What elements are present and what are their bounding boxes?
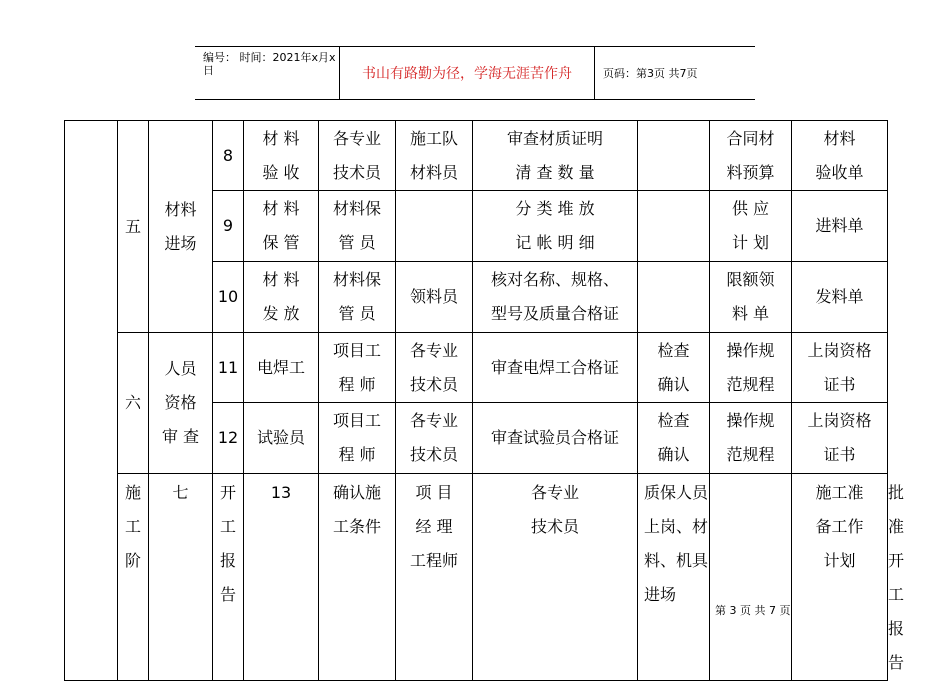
- cell-check: [638, 333, 710, 403]
- cell-line: 经 理: [415, 517, 453, 536]
- cell-line: 证书: [823, 445, 856, 464]
- group-num: 七: [149, 474, 213, 681]
- cell-content: [473, 191, 638, 262]
- cell-line: 检查: [657, 411, 690, 430]
- table-row: 施 工 阶 七 开工 报告 13 确认施 工条件 项 目 经 理 工程师 各专业 技术员 质保人员上岗、材 料、机具进场 施工准 备工作 计划 批 准 开 工 报 告: [65, 474, 888, 681]
- cell-content: [473, 121, 638, 191]
- cell-part: [396, 121, 473, 191]
- cell-line: 操作规: [726, 411, 775, 430]
- cell-item: [244, 403, 319, 474]
- cell-line: 供 应: [731, 199, 770, 218]
- cell-item: [244, 191, 319, 262]
- cell-line: 各专业: [530, 483, 579, 502]
- inspection-table: [64, 120, 905, 681]
- id-label: 编号：: [203, 51, 236, 64]
- cell-line: 程 师: [338, 445, 376, 464]
- cell-line: 项目工: [332, 411, 381, 430]
- cell-line: 审查试验员合格证: [490, 428, 619, 447]
- cell-line: 确认施: [332, 483, 381, 502]
- cell-check: [638, 262, 710, 333]
- cell-line: 范规程: [726, 374, 775, 394]
- cell-line: 清 查 数 量: [515, 162, 595, 182]
- page-header: [195, 46, 755, 100]
- cell-line: 技术员: [409, 374, 458, 394]
- cell-line: 程 师: [338, 374, 376, 394]
- cell-record: [792, 191, 888, 262]
- cell-part: [396, 191, 473, 262]
- cell-check: [638, 191, 710, 262]
- cell-line: 分 类 堆 放: [515, 199, 595, 218]
- cell-resp: [319, 191, 396, 262]
- cell-basis: [710, 333, 792, 403]
- cell-line: 施工队: [409, 128, 458, 148]
- group-num: 六: [118, 333, 149, 474]
- cell-content: [473, 403, 638, 474]
- cell-record: [792, 121, 888, 191]
- cell-line: 试验员: [256, 428, 305, 447]
- cell-line: 管 员: [338, 233, 376, 252]
- cell-part: [396, 403, 473, 474]
- cell-line: 审查材质证明: [506, 128, 603, 148]
- group-num: 五: [118, 121, 149, 333]
- cell-line: 项 目: [415, 483, 453, 502]
- cell-content: [473, 262, 638, 333]
- cell-line: 确认: [657, 374, 690, 394]
- cell-line: 管 员: [338, 304, 376, 323]
- cell-resp: [319, 121, 396, 191]
- stage-cell: 施 工 阶: [118, 474, 149, 681]
- cell-line: 发 放: [262, 304, 300, 323]
- cell-line: 材 料: [262, 199, 300, 218]
- row-num: 10: [213, 262, 244, 333]
- cell-line: 型号及质量合格证: [490, 304, 619, 323]
- cell-line: 上岗资格: [807, 340, 872, 360]
- cell-line: 记 帐 明 细: [515, 233, 595, 252]
- cell-line: 料、机具进场: [644, 551, 709, 604]
- cell-line: 验 收: [262, 162, 300, 182]
- cell-line: 各专业: [409, 340, 458, 360]
- cell-line: 材 料: [262, 270, 300, 289]
- cell-resp: [319, 262, 396, 333]
- cell-record: [792, 262, 888, 333]
- cell-line: 合同材: [726, 128, 775, 148]
- table-row: [65, 121, 888, 191]
- cell-line: 材料保: [332, 199, 381, 218]
- cell-resp: [319, 333, 396, 403]
- cell-line: 技术员: [332, 162, 381, 182]
- group-name: 开工 报告: [213, 474, 244, 681]
- cell-line: 发料单: [815, 287, 864, 306]
- cell-line: 项目工: [332, 340, 381, 360]
- cell-check: [638, 403, 710, 474]
- cell-basis: [710, 403, 792, 474]
- cell-item: [319, 474, 396, 681]
- cell-basis: [710, 121, 792, 191]
- cell-line: 领料员: [409, 287, 458, 306]
- cell-line: 计 划: [731, 233, 770, 252]
- cell-line: 质保人员上岗、材: [644, 483, 709, 536]
- cell-line: 工程师: [409, 551, 458, 570]
- row-num: 11: [213, 333, 244, 403]
- cell-line: 检查: [657, 340, 690, 360]
- cell-record: [792, 403, 888, 474]
- row-num: 9: [213, 191, 244, 262]
- cell-line: 证书: [823, 374, 856, 394]
- cell-item: [244, 262, 319, 333]
- cell-check: [710, 474, 792, 681]
- row-num: 13: [244, 474, 319, 681]
- cell-content: [638, 474, 710, 681]
- cell-line: 审查电焊工合格证: [490, 357, 619, 377]
- cell-line: 范规程: [726, 445, 775, 464]
- motto: 书山有路勤为径，学海无涯苦作舟: [339, 47, 595, 99]
- group-name: 材料 进场: [149, 121, 213, 333]
- table-row: [65, 333, 888, 403]
- row-num: 12: [213, 403, 244, 474]
- cell-resp: [319, 403, 396, 474]
- cell-line: 料 单: [731, 304, 770, 323]
- cell-basis: [792, 474, 888, 681]
- cell-line: 进料单: [815, 216, 864, 235]
- cell-line: 材料员: [409, 162, 458, 182]
- stage-cell-top: [65, 121, 118, 681]
- cell-line: 各专业: [332, 128, 381, 148]
- cell-item: [244, 121, 319, 191]
- cell-line: 确认: [657, 445, 690, 464]
- cell-basis: [710, 191, 792, 262]
- time-label: 时间：2021年x月x日: [203, 51, 336, 77]
- cell-content: [473, 333, 638, 403]
- cell-item: [244, 333, 319, 403]
- cell-line: 计划: [823, 551, 856, 570]
- cell-line: 上岗资格: [807, 411, 872, 430]
- cell-check: [638, 121, 710, 191]
- cell-line: 备工作: [815, 517, 864, 536]
- cell-line: 保 管: [262, 233, 300, 252]
- row-num: 8: [213, 121, 244, 191]
- cell-line: 材料保: [332, 270, 381, 289]
- cell-line: 技术员: [530, 517, 579, 536]
- cell-line: 验收单: [815, 162, 864, 182]
- cell-line: 施工准: [815, 483, 864, 502]
- page-footer: 第 3 页 共 7 页: [715, 604, 791, 617]
- cell-line: 材料: [823, 128, 856, 148]
- group-name: 人员 资格 审 查: [149, 333, 213, 474]
- page-label: 页码：第3页 共7页: [603, 67, 698, 80]
- cell-line: 限额领: [726, 270, 775, 289]
- cell-line: 操作规: [726, 340, 775, 360]
- cell-part: [396, 262, 473, 333]
- cell-line: 工条件: [332, 517, 381, 536]
- cell-line: 电焊工: [256, 357, 305, 377]
- cell-record: [792, 333, 888, 403]
- header-left: [195, 47, 339, 99]
- cell-part: [473, 474, 638, 681]
- cell-line: 核对名称、规格、: [490, 270, 619, 289]
- cell-basis: [710, 262, 792, 333]
- cell-resp: [396, 474, 473, 681]
- cell-line: 材 料: [262, 128, 300, 148]
- cell-line: 技术员: [409, 445, 458, 464]
- cell-line: 料预算: [726, 162, 775, 182]
- cell-part: [396, 333, 473, 403]
- cell-line: 各专业: [409, 411, 458, 430]
